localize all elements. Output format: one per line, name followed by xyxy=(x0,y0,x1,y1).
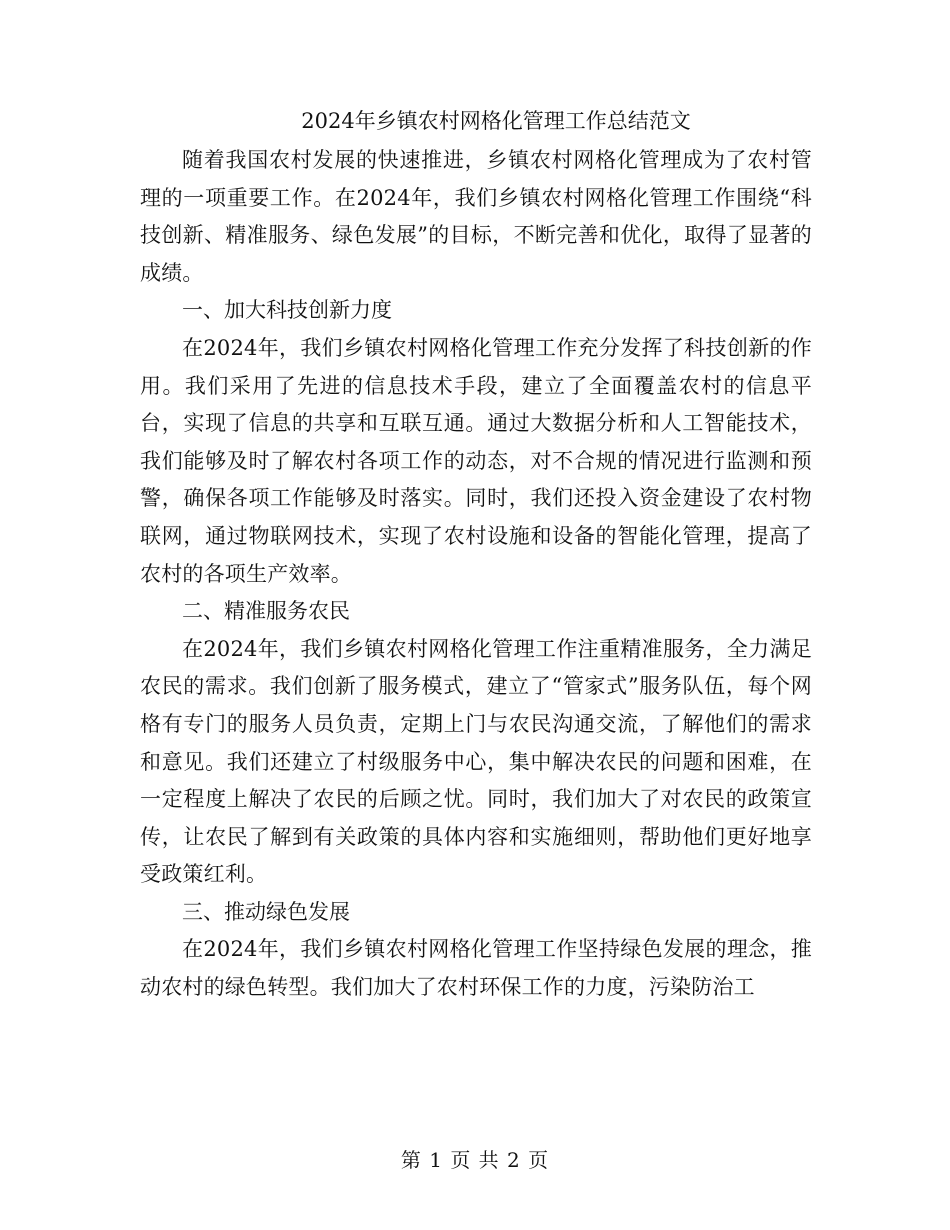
section-2-heading: 二、精准服务农民 xyxy=(182,599,350,624)
page-number-footer: 第 1 页 共 2 页 xyxy=(400,1148,550,1172)
intro-paragraph: 随着我国农村发展的快速推进，乡镇农村网格化管理成为了农村管理的一项重要工作。在2024年，我们乡镇农村网格化管理工作围绕“科技创新、精准服务、绿色发展”的目标，不断完善和优化，取得了显著的成绩。 xyxy=(140,148,812,285)
section-3-heading: 三、推动绿色发展 xyxy=(182,899,350,924)
section-1-paragraph: 在2024年，我们乡镇农村网格化管理工作充分发挥了科技创新的作用。我们采用了先进的信息技术手段，建立了全面覆盖农村的信息平台，实现了信息的共享和互联互通。通过大数据分析和人工智能技术，我们能够及时了解农村各项工作的动态，对不合规的情况进行监测和预警，确保各项工作能够及时落实。同时，我们还投入资金建设了农村物联网，通过物联网技术，实现了农村设施和设备的智能化管理，提高了农村的各项生产效率。 xyxy=(140,335,812,586)
section-1-heading: 一、加大科技创新力度 xyxy=(182,298,392,323)
document-title: 2024年乡镇农村网格化管理工作总结范文 xyxy=(301,109,691,133)
section-2-paragraph: 在2024年，我们乡镇农村网格化管理工作注重精准服务，全力满足农民的需求。我们创新了服务模式，建立了“管家式”服务队伍，每个网格有专门的服务人员负责，定期上门与农民沟通交流，了解他们的需求和意见。我们还建立了村级服务中心，集中解决农民的问题和困难，在一定程度上解决了农民的后顾之忧。同时，我们加大了对农民的政策宣传，让农民了解到有关政策的具体内容和实施细则，帮助他们更好地享受政策红利。 xyxy=(140,636,812,887)
section-3-paragraph: 在2024年，我们乡镇农村网格化管理工作坚持绿色发展的理念，推动农村的绿色转型。我们加大了农村环保工作的力度，污染防治工 xyxy=(140,937,812,1000)
document-body xyxy=(140,104,812,1007)
